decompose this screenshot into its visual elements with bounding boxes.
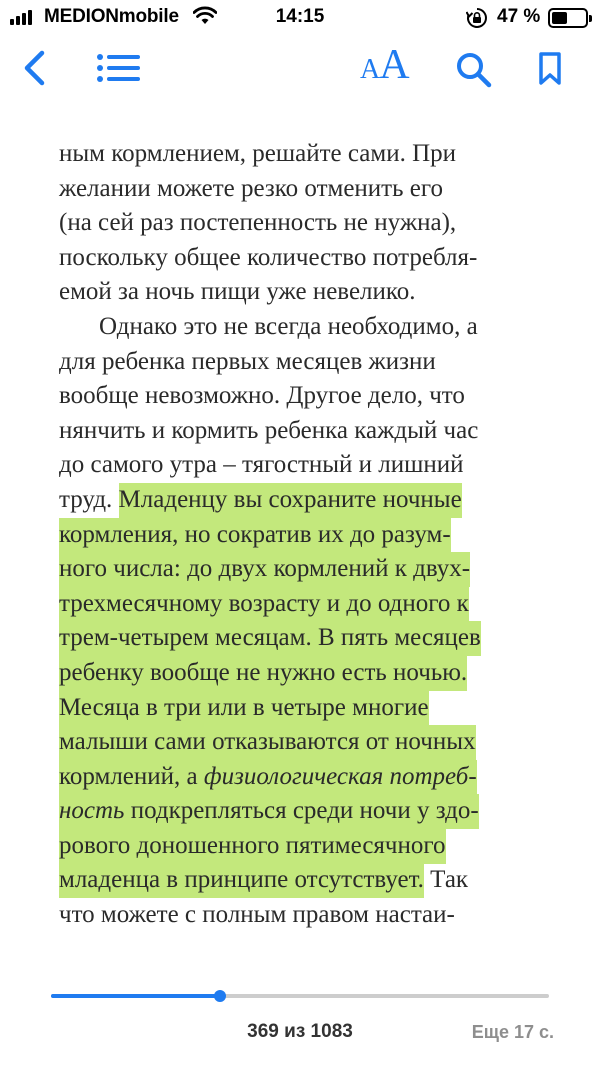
- text-line: (на сей раз постепенность не нужна),: [59, 209, 457, 237]
- text-line: до самого утра – тягостный и лишний: [59, 451, 464, 479]
- text-line: для ребенка первых месяцев жизни: [59, 347, 436, 375]
- text-line: [59, 656, 541, 691]
- font-size-small-glyph: A: [360, 54, 381, 85]
- text-line: [59, 760, 541, 795]
- highlighted-text[interactable]: кормлений, а физиологическая потреб-: [59, 760, 477, 795]
- text-line: [59, 794, 541, 829]
- search-button[interactable]: [455, 51, 493, 89]
- highlighted-text[interactable]: Месяца в три или в четыре многие: [59, 691, 429, 726]
- highlighted-text[interactable]: ность подкрепляться среди ночи у здо-: [59, 794, 479, 829]
- text-line: [59, 829, 541, 864]
- rotation-lock-icon: [466, 7, 488, 29]
- reader-toolbar: [0, 40, 600, 100]
- highlighted-text[interactable]: ного числа: до двух кормлений к двух-: [59, 552, 470, 587]
- carrier-name: MEDIONmobile: [44, 6, 179, 27]
- progress-fill: [51, 994, 220, 998]
- highlighted-text[interactable]: ребенку вообще не нужно есть ночью.: [59, 656, 467, 691]
- text-line: Однако это не всегда необходимо, а: [99, 312, 478, 340]
- highlighted-text[interactable]: кормления, но сократив их до разум-: [59, 518, 451, 553]
- text-line: ным кормлением, решайте сами. При: [59, 140, 457, 167]
- text-line: [59, 552, 541, 587]
- font-size-large-glyph: A: [379, 42, 410, 88]
- text-line: что можете с полным правом настаи-: [59, 901, 455, 929]
- font-settings-button[interactable]: [360, 44, 410, 86]
- pages-left-in-chapter: Еще 17 с.: [471, 1022, 554, 1042]
- text-line: [59, 725, 541, 760]
- text-line: [59, 691, 541, 726]
- progress-handle[interactable]: [214, 990, 226, 1002]
- text-line: поскольку общее количество потребля-: [59, 243, 478, 271]
- book-page-text[interactable]: [59, 137, 541, 933]
- text-line: [59, 621, 541, 656]
- highlighted-text[interactable]: рового доношенного пятимесячного: [59, 829, 446, 864]
- page-progress-slider[interactable]: [51, 994, 549, 998]
- table-of-contents-button[interactable]: [96, 52, 142, 84]
- text-line: младенца в принципе отсутствует. Так: [59, 863, 541, 898]
- text-line: желании можете резко отменить его: [59, 174, 443, 202]
- back-button[interactable]: [20, 50, 50, 86]
- text-line: [59, 518, 541, 553]
- battery-fill: [552, 12, 567, 24]
- text-line: труд. Младенцу вы сохраните ночные: [59, 483, 541, 518]
- highlighted-text[interactable]: младенца в принципе отсутствует.: [59, 863, 424, 898]
- highlighted-text[interactable]: трем-четырем месяцам. В пять месяцев: [59, 621, 481, 656]
- battery-percent: 47 %: [497, 6, 541, 27]
- highlighted-text[interactable]: Младенцу вы сохраните ночные: [119, 483, 462, 518]
- highlighted-text[interactable]: малыши сами отказываются от ночных: [59, 725, 476, 760]
- text-line: емой за ночь пищи уже невелико.: [59, 278, 416, 306]
- status-bar: [0, 0, 600, 36]
- battery-icon: [548, 8, 588, 28]
- text-line: [59, 587, 541, 622]
- highlighted-text[interactable]: трехмесячному возрасту и до одного к: [59, 587, 469, 622]
- page-number: 369 из 1083: [247, 1021, 353, 1042]
- text-line: нянчить и кормить ребенка каждый час: [59, 416, 479, 444]
- clock: 14:15: [275, 6, 325, 27]
- bookmark-button[interactable]: [536, 51, 564, 87]
- text-line: вообще невозможно. Другое дело, что: [59, 382, 465, 410]
